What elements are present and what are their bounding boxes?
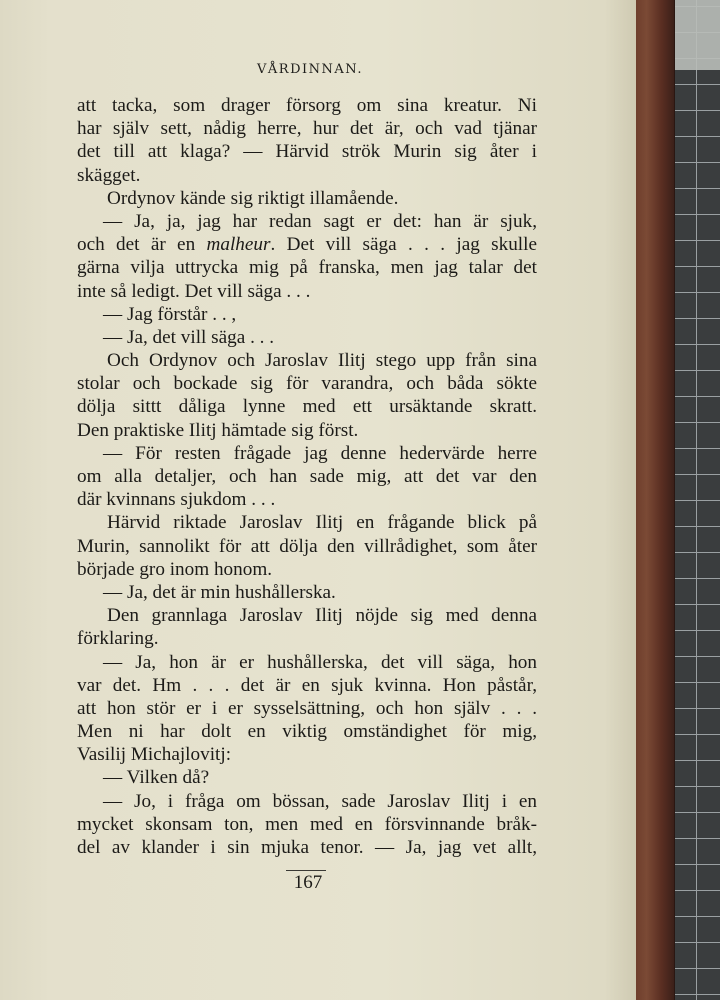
text-line: Men ni har dolt en viktig omständighet för mig, bbox=[77, 721, 537, 743]
text-line: — För resten frågade jag denne hedervärde herre bbox=[103, 442, 537, 464]
text-line: Murin, sannolikt för att dölja den villrådighet, som åter bbox=[77, 535, 537, 557]
text-line: om alla detaljer, och han sade mig, att det var den bbox=[77, 466, 537, 487]
text-line: — Jag förstår . . , bbox=[103, 303, 237, 325]
text-line: mycket skonsam ton, men med en försvinnande bråk- bbox=[77, 813, 537, 835]
text-line: gärna vilja uttrycka mig på franska, men jag talar det bbox=[77, 257, 537, 279]
text-line: stolar och bockade sig för varandra, och båda sökte bbox=[77, 373, 537, 395]
text-line: Härvid riktade Jaroslav Ilitj en frågande blick på bbox=[107, 512, 537, 534]
text-line: har själv sett, nådig herre, hur det är, och vad tjänar bbox=[77, 118, 537, 140]
text-line: och det är en malheur. Det vill säga . . . jag skulle bbox=[77, 234, 537, 256]
text-line: Den grannlaga Jaroslav Ilitj nöjde sig med denna bbox=[107, 605, 537, 627]
body-text bbox=[77, 94, 537, 859]
text-line: Ordynov kände sig riktigt illamående. bbox=[107, 187, 399, 209]
text-line: Och Ordynov och Jaroslav Ilitj stego upp från sina bbox=[107, 350, 537, 372]
folio-rule bbox=[286, 870, 326, 871]
text-line: Den praktiske Ilitj hämtade sig först. bbox=[77, 419, 359, 441]
text-line: att tacka, som drager försorg om sina kreatur. Ni bbox=[77, 95, 537, 116]
text-line: — Vilken då? bbox=[103, 767, 210, 789]
text-line: del av klander i sin mjuka tenor. — Ja, jag vet allt, bbox=[77, 837, 537, 858]
text-line: — Jo, i fråga om bössan, sade Jaroslav Ilitj i en bbox=[103, 790, 537, 812]
text-line: dölja sittt dåliga lynne med ett ursäktande skratt. bbox=[77, 396, 537, 418]
book-cover-edge bbox=[632, 0, 675, 1000]
text-line: att hon stör er i er sysselsättning, och hon själv . . . bbox=[77, 697, 537, 719]
text-line: — Ja, det vill säga . . . bbox=[103, 326, 275, 348]
text-line: där kvinnans sjukdom . . . bbox=[77, 489, 276, 511]
text-line: det till att klaga? — Härvid strök Murin sig åter i bbox=[77, 141, 537, 163]
text-line: Vasilij Michajlovitj: bbox=[77, 744, 232, 766]
text-line: — Ja, hon är er hushållerska, det vill säga, hon bbox=[103, 651, 537, 673]
tape-strip bbox=[672, 0, 720, 70]
text-line: förklaring. bbox=[77, 628, 159, 650]
page-number: 167 bbox=[293, 872, 323, 893]
text-line: — Ja, det är min hushållerska. bbox=[103, 581, 336, 603]
text-line: började gro inom honom. bbox=[77, 558, 273, 580]
text-line: skägget. bbox=[77, 164, 141, 186]
text-line: var det. Hm . . . det är en sjuk kvinna. Hon påstår, bbox=[77, 674, 537, 696]
running-head: VÅRDINNAN. bbox=[257, 62, 363, 77]
text-line: inte så ledigt. Det vill säga . . . bbox=[77, 280, 311, 302]
text-line: — Ja, ja, jag har redan sagt er det: han är sjuk, bbox=[103, 210, 537, 232]
